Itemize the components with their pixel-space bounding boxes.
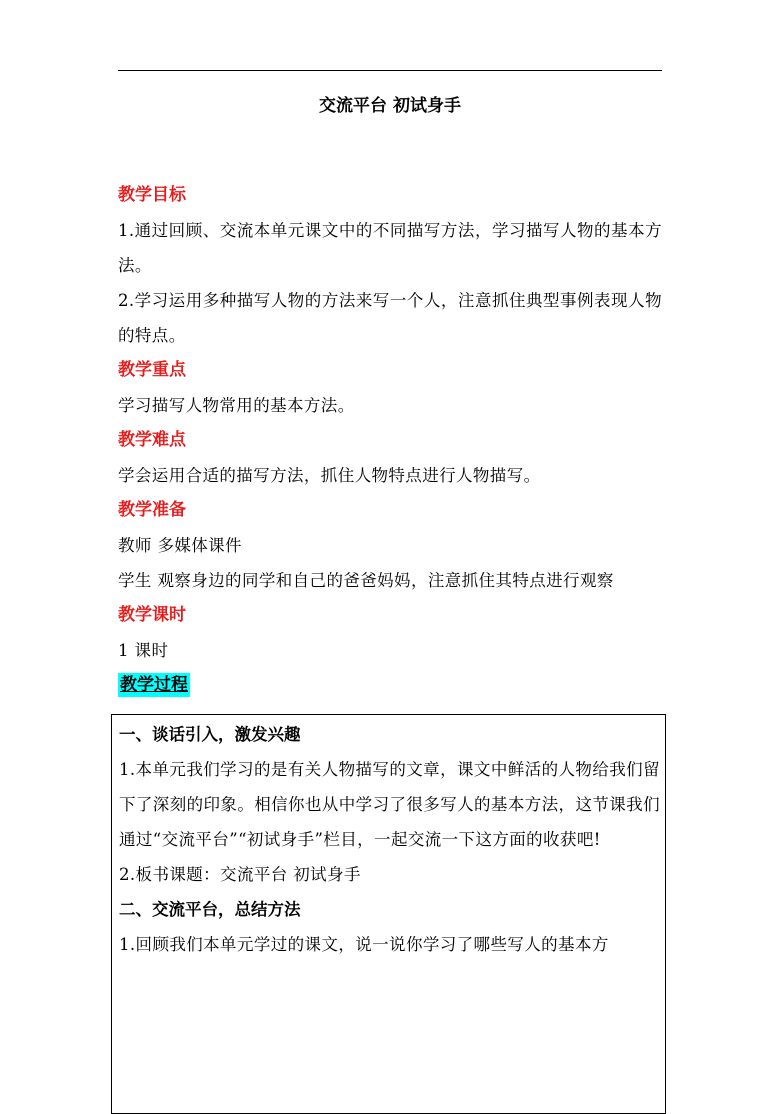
objectives-heading: 教学目标: [118, 185, 186, 205]
section1-paragraph-1: 1.本单元我们学习的是有关人物描写的文章，课文中鲜活的人物给我们留下了深刻的印象。相信你也从中学习了很多写人的基本方法，这节课我们通过“交流平台”“初试身手”栏目，一起交流一下这方面的收获吧!: [119, 760, 660, 849]
objective-item-1: 1.通过回顾、交流本单元课文中的不同描写方法，学习描写人物的基本方法。: [118, 221, 662, 275]
section1-heading: 一、谈话引入，激发兴趣: [119, 725, 301, 744]
lesson-plan-body: [118, 178, 662, 699]
preparation-heading: 教学准备: [118, 500, 186, 520]
preparation-student: 学生 观察身边的同学和自己的爸爸妈妈，注意抓住其特点进行观察: [118, 571, 614, 590]
process-table: [111, 714, 666, 1114]
difficulties-text: 学会运用合适的描写方法，抓住人物特点进行人物描写。: [118, 466, 541, 485]
difficulties-heading: 教学难点: [118, 430, 186, 450]
process-heading: 教学过程: [120, 675, 188, 695]
page-title: 交流平台 初试身手: [319, 96, 461, 116]
header-rule: [118, 70, 662, 71]
section1-paragraph-2: 2.板书课题：交流平台 初试身手: [119, 865, 361, 884]
key-points-text: 学习描写人物常用的基本方法。: [118, 396, 355, 415]
key-points-heading: 教学重点: [118, 360, 186, 380]
section2-heading: 二、交流平台，总结方法: [119, 900, 301, 919]
duration-text: 1 课时: [118, 641, 169, 660]
preparation-teacher: 教师 多媒体课件: [118, 536, 242, 555]
section2-paragraph-1: 1.回顾我们本单元学过的课文，说一说你学习了哪些写人的基本方: [119, 935, 609, 954]
duration-heading: 教学课时: [118, 605, 186, 625]
objective-item-2: 2.学习运用多种描写人物的方法来写一个人，注意抓住典型事例表现人物的特点。: [118, 291, 662, 345]
